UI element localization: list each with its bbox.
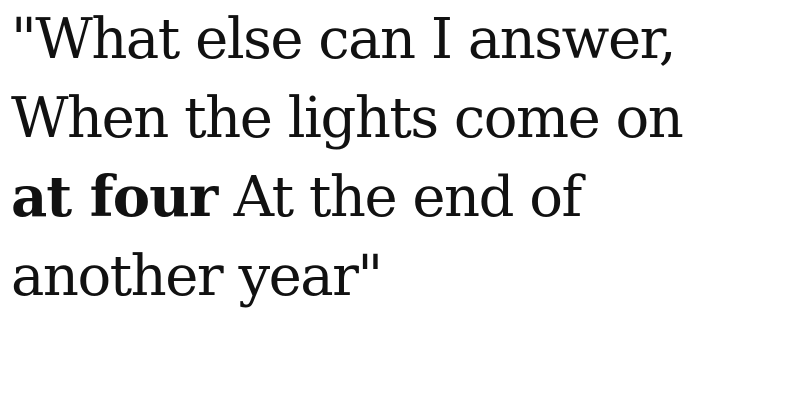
quote-line-1: "What else can I answer,	[11, 7, 676, 72]
quote-line-4: another year"	[11, 244, 382, 309]
quote-emphasis: at four	[11, 164, 218, 230]
quote-line-2: When the lights come on	[11, 86, 683, 151]
quote-block	[11, 0, 791, 316]
quote-line-3-rest: At the end of	[217, 165, 581, 230]
quote-line-3	[11, 158, 791, 237]
